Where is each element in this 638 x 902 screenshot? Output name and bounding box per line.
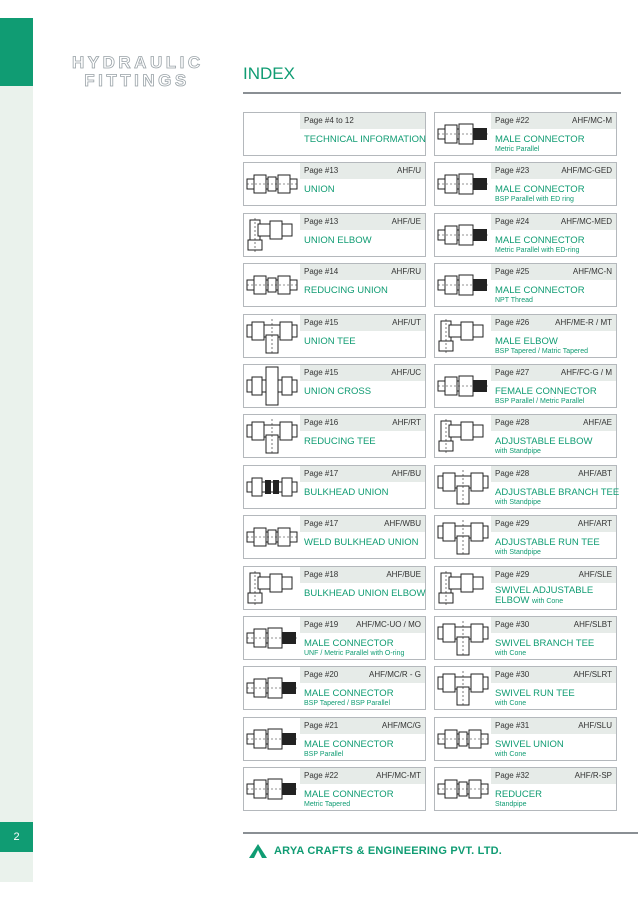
index-entry[interactable] — [434, 566, 617, 610]
entry-code: AHF/MC-N — [572, 267, 612, 277]
entry-code: AHF/BU — [391, 468, 421, 478]
index-entry[interactable] — [243, 364, 426, 408]
entry-code: AHF/MC-GED — [561, 166, 612, 176]
entry-title: MALE CONNECTOR — [495, 285, 585, 297]
entry-code: AHF/MC-UO / MO — [356, 620, 421, 629]
entry-header — [491, 567, 616, 583]
entry-code: AHF/FC-G / M — [560, 368, 612, 377]
index-entry[interactable] — [434, 666, 617, 710]
brand-line-1: HYDRAULIC — [72, 53, 204, 72]
entry-title: MALE CONNECTOR — [304, 789, 394, 801]
index-entry[interactable] — [434, 767, 617, 811]
entry-page: Page #29 — [495, 519, 530, 529]
index-entry[interactable] — [243, 112, 426, 156]
entry-page: Page #29 — [495, 569, 530, 579]
entry-title: UNION — [304, 184, 335, 196]
tee-fitting-icon — [435, 516, 491, 558]
entry-header — [491, 214, 616, 230]
entry-title: REDUCER — [495, 789, 542, 801]
entry-code: AHF/U — [397, 166, 421, 176]
entry-page: Page #13 — [304, 216, 339, 226]
entry-header — [300, 617, 425, 633]
entry-title: BULKHEAD UNION ELBOW — [304, 587, 426, 599]
entry-code: AHF/SLRT — [573, 670, 612, 680]
elbow-fitting-icon — [244, 214, 300, 256]
entry-header — [491, 113, 616, 129]
entry-title: MALE CONNECTOR — [304, 688, 394, 700]
entry-header — [491, 264, 616, 280]
entry-code: AHF/BUE — [386, 569, 421, 579]
entry-header — [491, 617, 616, 633]
entry-subtitle: with Standpipe — [495, 448, 541, 456]
entry-code: AHF/ABT — [578, 468, 612, 478]
index-entry[interactable] — [434, 213, 617, 257]
connector-fitting-icon — [435, 264, 491, 306]
sidebar-accent — [0, 18, 33, 86]
entry-page: Page #23 — [495, 166, 530, 176]
entry-header — [491, 466, 616, 482]
entry-subtitle: with Standpipe — [495, 549, 541, 557]
bulkhead-fitting-icon — [244, 466, 300, 508]
entry-page: Page #26 — [495, 317, 530, 327]
entry-title: BULKHEAD UNION — [304, 486, 389, 498]
entry-title: UNION CROSS — [304, 386, 372, 397]
index-entry[interactable] — [243, 666, 426, 710]
entry-code: AHF/SLE — [578, 569, 612, 579]
entry-title: UNION TEE — [304, 335, 356, 347]
entry-code: AHF/R-SP — [574, 771, 612, 781]
entry-page: Page #4 to 12 — [304, 116, 354, 125]
tee-fitting-icon — [435, 466, 491, 508]
entry-page: Page #16 — [304, 418, 339, 428]
entry-subtitle: with Standpipe — [495, 498, 541, 506]
entry-page: Page #19 — [304, 620, 339, 629]
connector-fitting-icon — [435, 113, 491, 155]
entry-header — [300, 214, 425, 230]
entry-code: AHF/MC/G — [381, 720, 421, 730]
entry-subtitle: BSP Tapered / BSP Parallel — [304, 700, 390, 708]
entry-title-line-1: SWIVEL ADJUSTABLE — [495, 584, 594, 596]
entry-header — [300, 365, 425, 381]
union-fitting-icon — [435, 718, 491, 760]
index-entry[interactable] — [434, 414, 617, 458]
entry-subtitle: NPT Thread — [495, 297, 533, 305]
entry-title: MALE CONNECTOR — [304, 738, 394, 750]
index-entry[interactable] — [434, 112, 617, 156]
elbow-fitting-icon — [244, 567, 300, 609]
entry-title: FEMALE CONNECTOR — [495, 386, 597, 397]
entry-header — [300, 315, 425, 331]
index-entry[interactable] — [243, 616, 426, 660]
entry-page: Page #18 — [304, 569, 339, 579]
entry-header — [300, 264, 425, 280]
entry-title: SWIVEL UNION — [495, 738, 564, 750]
index-entry[interactable] — [243, 717, 426, 761]
entry-title: ADJUSTABLE BRANCH TEE — [495, 486, 620, 498]
index-entry[interactable] — [434, 717, 617, 761]
entry-header — [300, 415, 425, 431]
index-entry[interactable] — [434, 515, 617, 559]
entry-subtitle: with Cone — [495, 750, 527, 758]
title-divider — [243, 92, 621, 94]
index-entry[interactable] — [434, 364, 617, 408]
entry-subtitle: BSP Parallel with ED ring — [495, 196, 574, 204]
entry-header — [300, 567, 425, 583]
index-entry[interactable] — [434, 314, 617, 358]
entry-title — [495, 586, 593, 607]
index-entry[interactable] — [243, 465, 426, 509]
entry-header — [491, 768, 616, 784]
entry-page: Page #31 — [495, 720, 530, 730]
entry-header — [300, 466, 425, 482]
elbow-fitting-icon — [435, 415, 491, 457]
entry-page: Page #14 — [304, 267, 339, 277]
connector-fitting-icon — [244, 768, 300, 810]
tee-fitting-icon — [244, 315, 300, 357]
index-entry[interactable] — [243, 515, 426, 559]
index-entry[interactable] — [434, 162, 617, 206]
entry-code: AHF/RU — [391, 267, 421, 277]
entry-page: Page #28 — [495, 468, 530, 478]
page-title: INDEX — [243, 64, 295, 83]
union-fitting-icon — [244, 516, 300, 558]
brand-heading — [72, 54, 202, 90]
entry-subtitle: with Cone — [495, 700, 527, 708]
entry-page: Page #17 — [304, 468, 339, 478]
entry-page: Page #30 — [495, 620, 530, 629]
entry-subtitle: BSP Parallel / Metric Parallel — [495, 398, 585, 405]
entry-title: REDUCING TEE — [304, 436, 376, 448]
entry-code: AHF/ME-R / MT — [555, 317, 612, 327]
entry-title: ADJUSTABLE RUN TEE — [495, 537, 600, 549]
index-entry[interactable] — [243, 162, 426, 206]
company-name: ARYA CRAFTS & ENGINEERING PVT. LTD. — [274, 845, 503, 857]
entry-title-suffix: with Cone — [531, 597, 564, 605]
entry-title: ADJUSTABLE ELBOW — [495, 436, 593, 448]
tee-fitting-icon — [435, 667, 491, 709]
entry-page: Page #21 — [304, 720, 339, 730]
entry-page: Page #22 — [304, 771, 339, 781]
entry-title: MALE CONNECTOR — [304, 638, 394, 649]
union-fitting-icon — [244, 264, 300, 306]
entry-code: AHF/AE — [583, 418, 612, 428]
index-entry[interactable] — [434, 263, 617, 307]
entry-code: AHF/SLU — [578, 720, 612, 730]
entry-header — [300, 516, 425, 532]
connector-fitting-icon — [244, 617, 300, 659]
entry-header — [491, 516, 616, 532]
index-entry[interactable] — [243, 213, 426, 257]
entry-code: AHF/MC-MED — [560, 216, 612, 226]
entry-code: AHF/WBU — [384, 519, 421, 529]
entry-header — [300, 768, 425, 784]
entry-code: AHF/ART — [577, 519, 612, 529]
entry-code: AHF/RT — [392, 418, 421, 428]
footer-divider — [243, 832, 638, 834]
sidebar — [0, 86, 33, 882]
entry-code: AHF/UT — [392, 317, 421, 327]
entry-page: Page #20 — [304, 670, 339, 680]
entry-header — [491, 365, 616, 381]
elbow-fitting-icon — [435, 567, 491, 609]
index-entry[interactable] — [434, 465, 620, 509]
entry-title: TECHNICAL INFORMATION — [304, 134, 426, 145]
union-fitting-icon — [435, 768, 491, 810]
entry-page: Page #15 — [304, 368, 339, 377]
entry-subtitle: UNF / Metric Parallel with O-ring — [304, 650, 405, 657]
entry-title: UNION ELBOW — [304, 234, 372, 246]
entry-page: Page #32 — [495, 771, 530, 781]
entry-title: SWIVEL BRANCH TEE — [495, 638, 595, 649]
tee-fitting-icon — [244, 415, 300, 457]
entry-code: AHF/UC — [391, 368, 421, 377]
entry-subtitle: BSP Parallel — [304, 750, 344, 758]
entry-page: Page #22 — [495, 116, 530, 125]
entry-title-line-2: ELBOW — [495, 594, 530, 606]
entry-title: MALE CONNECTOR — [495, 234, 585, 246]
entry-code: AHF/UE — [391, 216, 421, 226]
entry-page: Page #15 — [304, 317, 339, 327]
entry-title: WELD BULKHEAD UNION — [304, 537, 419, 549]
entry-subtitle: with Cone — [495, 650, 527, 657]
brand-line-2: FITTINGS — [84, 71, 190, 90]
cross-fitting-icon — [244, 365, 300, 407]
index-entry[interactable] — [243, 767, 426, 811]
connector-fitting-icon — [244, 667, 300, 709]
entry-page: Page #17 — [304, 519, 339, 529]
elbow-fitting-icon — [435, 315, 491, 357]
entry-code: AHF/MC-M — [572, 116, 612, 125]
entry-code: AHF/SLBT — [573, 620, 612, 629]
entry-page: Page #28 — [495, 418, 530, 428]
entry-title: MALE CONNECTOR — [495, 134, 585, 145]
entry-title: MALE ELBOW — [495, 335, 558, 347]
connector-fitting-icon — [435, 214, 491, 256]
entry-header — [300, 718, 425, 734]
entry-subtitle: Metric Parallel — [495, 146, 540, 153]
index-entry[interactable] — [434, 616, 617, 660]
entry-subtitle: Metric Tapered — [304, 801, 351, 809]
connector-fitting-icon — [244, 718, 300, 760]
page-number: 2 — [0, 822, 33, 852]
connector-fitting-icon — [435, 163, 491, 205]
entry-subtitle: BSP Tapered / Matric Tapered — [495, 347, 588, 355]
entry-page: Page #27 — [495, 368, 530, 377]
index-entry[interactable] — [243, 566, 426, 610]
index-entry[interactable] — [243, 414, 426, 458]
entry-header — [300, 113, 425, 129]
entry-page: Page #24 — [495, 216, 530, 226]
entry-page: Page #30 — [495, 670, 530, 680]
company-logo-icon — [248, 843, 268, 859]
entry-code: AHF/MC-MT — [376, 771, 421, 781]
connector-fitting-icon — [435, 365, 491, 407]
index-entry[interactable] — [243, 314, 426, 358]
entry-page: Page #25 — [495, 267, 530, 277]
tee-fitting-icon — [435, 617, 491, 659]
entry-header — [491, 163, 616, 179]
entry-title: MALE CONNECTOR — [495, 184, 585, 196]
entry-header — [300, 667, 425, 683]
index-entry[interactable] — [243, 263, 426, 307]
union-fitting-icon — [244, 163, 300, 205]
entry-header — [491, 315, 616, 331]
entry-header — [491, 718, 616, 734]
entry-title: REDUCING UNION — [304, 285, 388, 297]
entry-subtitle: Metric Parallel with ED-ring — [495, 246, 580, 254]
entry-subtitle: Standpipe — [495, 801, 527, 809]
entry-header — [491, 415, 616, 431]
entry-code: AHF/MC/R - G — [369, 670, 421, 680]
entry-header — [300, 163, 425, 179]
entry-title: SWIVEL RUN TEE — [495, 688, 575, 700]
entry-header — [491, 667, 616, 683]
entry-page: Page #13 — [304, 166, 339, 176]
